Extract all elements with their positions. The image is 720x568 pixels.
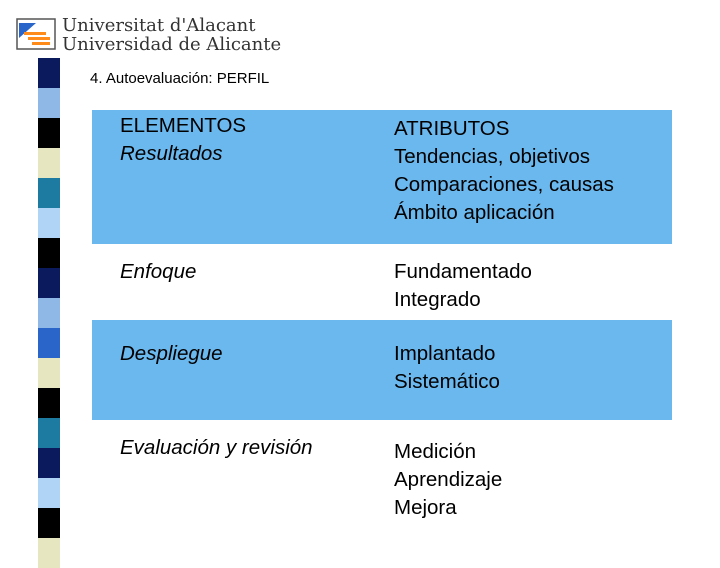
decorative-stripe — [38, 58, 60, 540]
stripe-block — [38, 118, 60, 148]
attributes-cell — [394, 340, 500, 396]
stripe-block — [38, 508, 60, 538]
stripe-block — [38, 328, 60, 358]
column-header-attributes: ATRIBUTOS — [394, 117, 510, 140]
university-logo-icon — [16, 18, 56, 50]
slide-title: 4. Autoevaluación: PERFIL — [90, 70, 270, 87]
column-header-elements: ELEMENTOS — [120, 114, 247, 137]
stripe-block — [38, 538, 60, 568]
attribute-item: Comparaciones, causas — [394, 173, 614, 196]
attribute-item: Implantado — [394, 342, 496, 365]
attributes-cell — [394, 438, 502, 522]
element-resultados: Resultados — [120, 142, 223, 165]
stripe-block — [38, 298, 60, 328]
element-despliegue: Despliegue — [120, 342, 223, 365]
stripe-block — [38, 268, 60, 298]
element-evaluacion-revision: Evaluación y revisión — [120, 436, 313, 459]
attributes-cell — [394, 258, 532, 314]
profile-table — [92, 110, 672, 530]
stripe-block — [38, 478, 60, 508]
element-enfoque: Enfoque — [120, 260, 197, 283]
attribute-item: Integrado — [394, 288, 481, 311]
attribute-item: Fundamentado — [394, 260, 532, 283]
elements-cell — [120, 112, 246, 168]
table-row — [92, 110, 672, 244]
table-row — [92, 320, 672, 420]
attribute-item: Aprendizaje — [394, 468, 503, 491]
stripe-block — [38, 148, 60, 178]
university-name-valencian: Universitat d'Alacant — [62, 15, 256, 36]
table-row — [92, 420, 672, 530]
attribute-item: Sistemático — [394, 370, 500, 393]
stripe-block — [38, 208, 60, 238]
attributes-cell — [394, 115, 614, 227]
attribute-item: Mejora — [394, 496, 457, 519]
stripe-block — [38, 388, 60, 418]
stripe-block — [38, 238, 60, 268]
stripe-block — [38, 58, 60, 88]
stripe-block — [38, 448, 60, 478]
university-name-spanish: Universidad de Alicante — [62, 34, 282, 55]
attribute-item: Medición — [394, 440, 477, 463]
table-row — [92, 244, 672, 320]
stripe-block — [38, 358, 60, 388]
stripe-block — [38, 418, 60, 448]
stripe-block — [38, 88, 60, 118]
attribute-item: Ámbito aplicación — [394, 201, 555, 224]
attribute-item: Tendencias, objetivos — [394, 145, 591, 168]
stripe-block — [38, 178, 60, 208]
